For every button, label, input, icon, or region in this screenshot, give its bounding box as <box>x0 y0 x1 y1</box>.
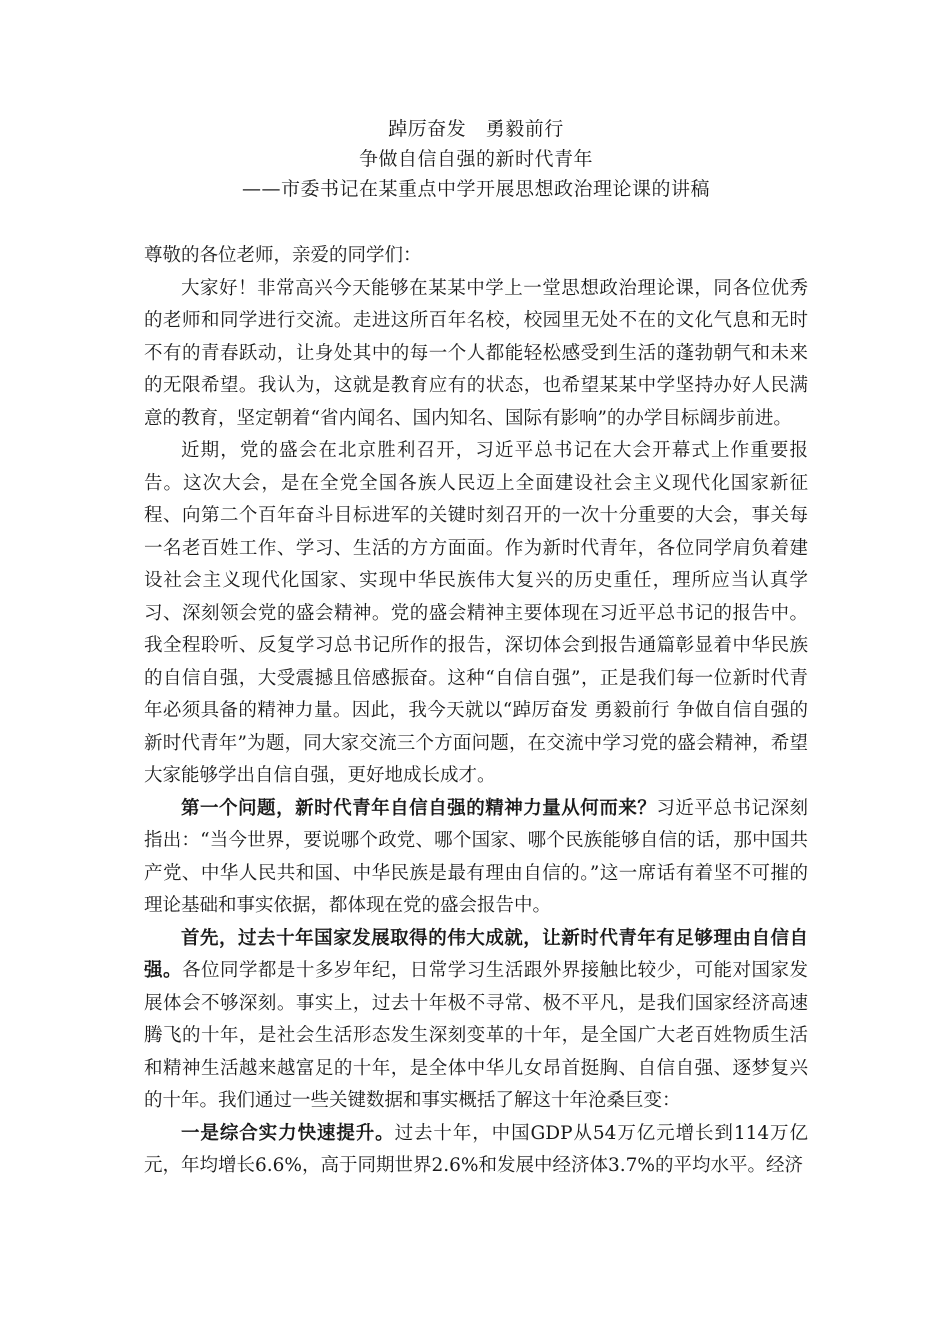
paragraph-lead: 首先，过去十年国家发展取得的伟大成就，让新时代青年有足够理由自信自强。 <box>144 927 808 981</box>
paragraph-5 <box>144 1118 808 1183</box>
paragraph-text: 各位同学都是十多岁年纪，日常学习生活跟外界接触比较少，可能对国家发展体会不够深刻。事实上，过去十年极不寻常、极不平凡，是我们国家经济高速腾飞的十年，是社会生活形态发生深刻变革的十年，是全国广大老百姓物质生活和精神生活越来越富足的十年，是全体中华儿女昂首挺胸、自信自强、逐梦复兴的十年。我们通过一些关键数据和事实概括了解这十年沧桑巨变： <box>144 960 808 1111</box>
paragraph-text: 近期，党的盛会在北京胜利召开，习近平总书记在大会开幕式上作重要报告。这次大会，是在全党全国各族人民迈上全面建设社会主义现代化国家新征程、向第二个百年奋斗目标进军的关键时刻召开的一次十分重要的大会，事关每一名老百姓工作、学习、生活的方方面面。作为新时代青年，各位同学肩负着建设社会主义现代化国家、实现中华民族伟大复兴的历史重任，理所应当认真学习、深刻领会党的盛会精神。党的盛会精神主要体现在习近平总书记的报告中。我全程聆听、反复学习总书记所作的报告，深切体会到报告通篇彰显着中华民族的自信自强，大受震撼且倍感振奋。这种“自信自强”，正是我们每一位新时代青年必须具备的精神力量。因此，我今天就以“踔厉奋发 勇毅前行 争做自信自强的新时代青年”为题，同大家交流三个方面问题，在交流中学习党的盛会精神，希望大家能够学出自信自强，更好地成长成才。 <box>144 440 808 786</box>
paragraph-lead: 一是综合实力快速提升。 <box>181 1122 395 1144</box>
paragraph-4 <box>144 923 808 1118</box>
paragraph-2 <box>144 435 808 793</box>
paragraph-3 <box>144 793 808 923</box>
paragraph-text: 大家好！非常高兴今天能够在某某中学上一堂思想政治理论课，同各位优秀的老师和同学进行交流。走进这所百年名校，校园里无处不在的文化气息和无时不有的青春跃动，让身处其中的每一个人都能轻松感受到生活的蓬勃朝气和未来的无限希望。我认为，这就是教育应有的状态，也希望某某中学坚持办好人民满意的教育，坚定朝着“省内闻名、国内知名、国际有影响”的办学目标阔步前进。 <box>144 277 808 429</box>
paragraph-text: 习近平总书记深刻指出：“当今世界，要说哪个政党、哪个国家、哪个民族能够自信的话，那中国共产党、中华人民共和国、中华民族是最有理由自信的。”这一席话有着坚不可摧的理论基础和事实依据，都体现在党的盛会报告中。 <box>144 797 808 916</box>
title-block <box>144 114 808 204</box>
title-line-3: ——市委书记在某重点中学开展思想政治理论课的讲稿 <box>241 178 710 200</box>
salutation: 尊敬的各位老师，亲爱的同学们： <box>144 245 422 266</box>
paragraph-1 <box>144 273 808 436</box>
title-line-2: 争做自信自强的新时代青年 <box>358 148 593 170</box>
title-line-1: 踔厉奋发 勇毅前行 <box>388 118 564 140</box>
document-page <box>144 114 808 1183</box>
paragraph-text: 过去十年，中国GDP从54万亿元增长到114万亿元，年均增长6.6%，高于同期世界2.6%和发展中经济体3.7%的平均水平。经济 <box>144 1122 808 1176</box>
paragraph-lead: 第一个问题，新时代青年自信自强的精神力量从何而来？ <box>181 797 657 819</box>
